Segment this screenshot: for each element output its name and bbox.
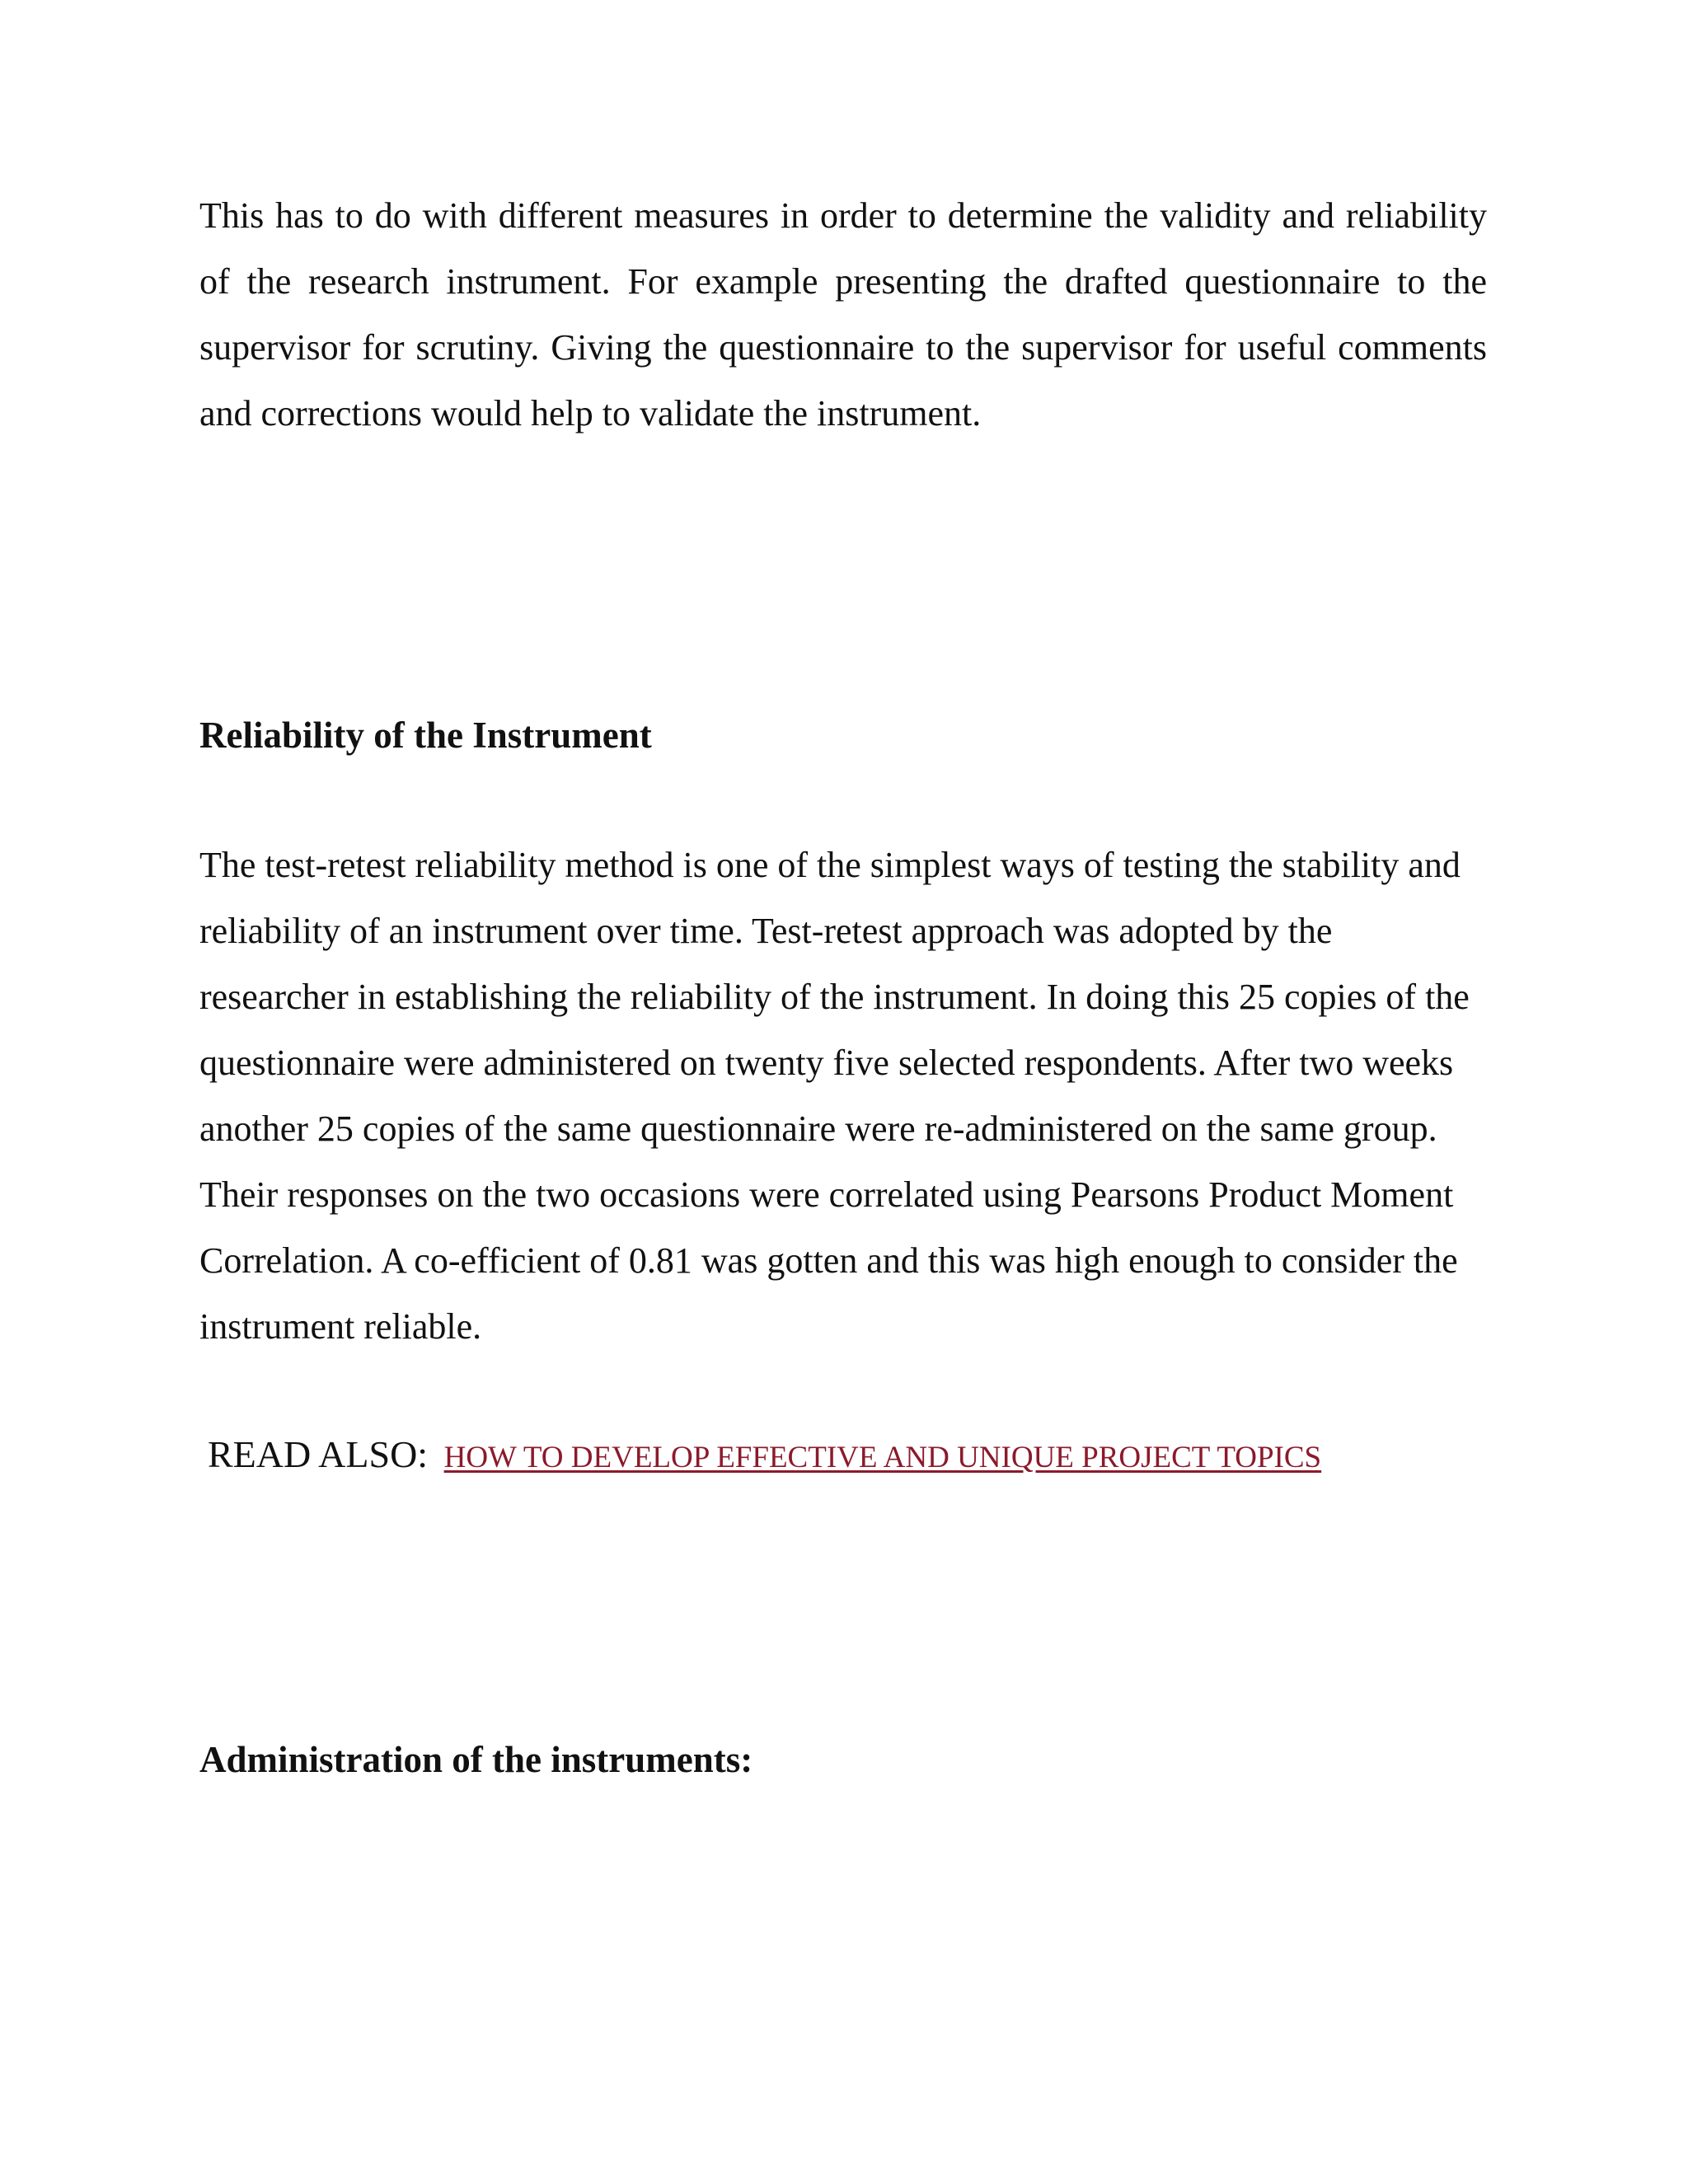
administration-heading: Administration of the instruments:: [199, 1739, 753, 1780]
read-also-link[interactable]: HOW TO DEVELOP EFFECTIVE AND UNIQUE PROJECT TOPICS: [443, 1441, 1322, 1474]
read-also-line: [208, 1430, 1321, 1483]
validation-paragraph: This has to do with different measures in order to determine the validity and reliability of the research instrument. For example presenting the drafted questionnaire to the supervisor for scrutiny. Giving the questionnaire to the supervisor for useful comments and corrections would help to validate the instrument.: [199, 195, 1487, 434]
reliability-heading: Reliability of the Instrument: [199, 715, 652, 756]
reliability-paragraph: The test-retest reliability method is one of the simplest ways of testing the stability and reliability of an instrument over time. Test-retest approach was adopted by the researcher in establishing the reliability of the instrument. In doing this 25 copies of the questionnaire were administered on twenty five selected respondents. After two weeks another 25 copies of the same questionnaire were re-administered on the same group. Their responses on the two occasions were correlated using Pearsons Product Moment Correlation. A co-efficient of 0.81 was gotten and this was high enough to consider the instrument reliable.: [199, 845, 1470, 1347]
read-also-label: READ ALSO:: [208, 1433, 429, 1475]
